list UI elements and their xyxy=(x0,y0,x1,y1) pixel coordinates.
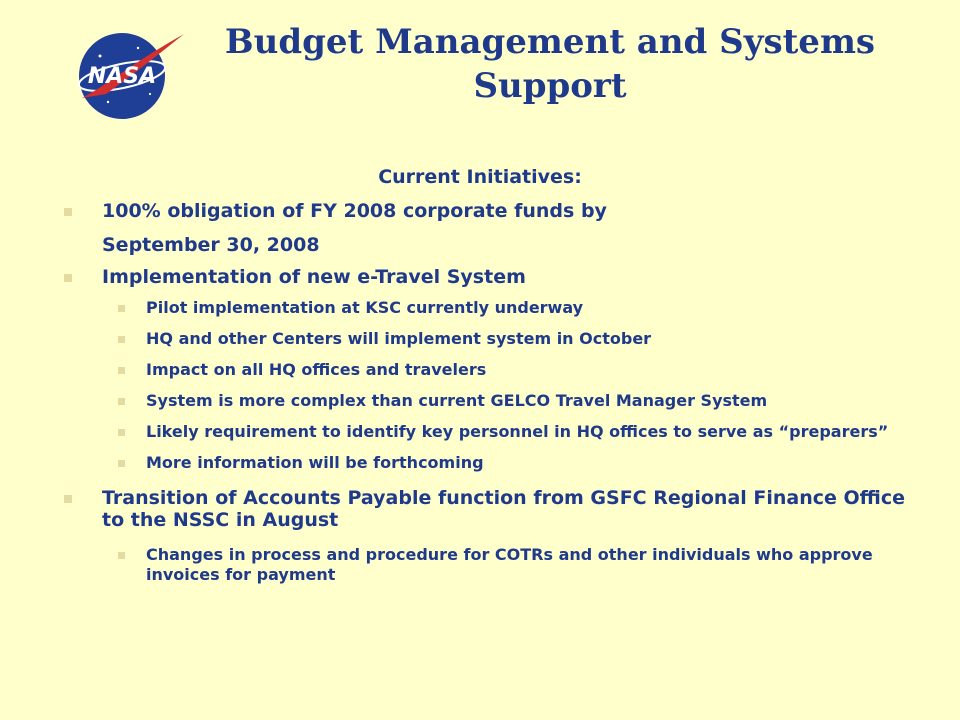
bullet-item-etravel xyxy=(64,266,924,288)
sub-bullet-item xyxy=(64,453,924,473)
logo-text: NASA xyxy=(87,64,157,89)
nasa-logo xyxy=(70,24,188,124)
bullet-text: 100% obligation of FY 2008 corporate funds by xyxy=(102,200,607,222)
bullet-text-continuation: September 30, 2008 xyxy=(102,234,320,256)
sub-bullet-item xyxy=(64,329,924,349)
sub-bullet-item xyxy=(64,391,924,411)
bullet-text: Implementation of new e-Travel System xyxy=(102,266,526,288)
square-bullet-icon xyxy=(118,336,125,343)
sub-bullet-text: Pilot implementation at KSC currently underway xyxy=(146,298,584,317)
sub-bullet-item xyxy=(64,545,924,585)
square-bullet-icon xyxy=(64,208,72,216)
bullet-item-accounts-payable xyxy=(64,487,924,531)
nasa-logo-icon xyxy=(70,24,188,124)
sub-bullet-text: Changes in process and procedure for COTRs and other individuals who approve invoices for payment xyxy=(146,545,873,584)
square-bullet-icon xyxy=(118,398,125,405)
bullet-list xyxy=(64,200,924,596)
square-bullet-icon xyxy=(118,305,125,312)
square-bullet-icon xyxy=(118,460,125,467)
bullet-text: Transition of Accounts Payable function from GSFC Regional Finance Office to the NSSC in August xyxy=(102,487,906,531)
square-bullet-icon xyxy=(118,367,125,374)
bullet-item-obligation xyxy=(64,200,924,256)
square-bullet-icon xyxy=(118,429,125,436)
sub-bullet-item xyxy=(64,422,924,442)
sub-bullet-text: HQ and other Centers will implement system in October xyxy=(146,329,652,348)
square-bullet-icon xyxy=(64,274,72,282)
sub-bullet-text: Impact on all HQ offices and travelers xyxy=(146,360,487,379)
square-bullet-icon xyxy=(118,552,125,559)
sub-bullet-text: Likely requirement to identify key personnel in HQ offices to serve as “preparers” xyxy=(146,422,889,441)
square-bullet-icon xyxy=(64,495,72,503)
sub-bullet-item xyxy=(64,360,924,380)
slide-title: Budget Management and Systems Support xyxy=(224,22,876,106)
sub-bullet-item xyxy=(64,298,924,318)
sub-bullet-text: More information will be forthcoming xyxy=(146,453,484,472)
section-heading: Current Initiatives: xyxy=(378,166,582,188)
sub-bullet-text: System is more complex than current GELCO Travel Manager System xyxy=(146,391,768,410)
